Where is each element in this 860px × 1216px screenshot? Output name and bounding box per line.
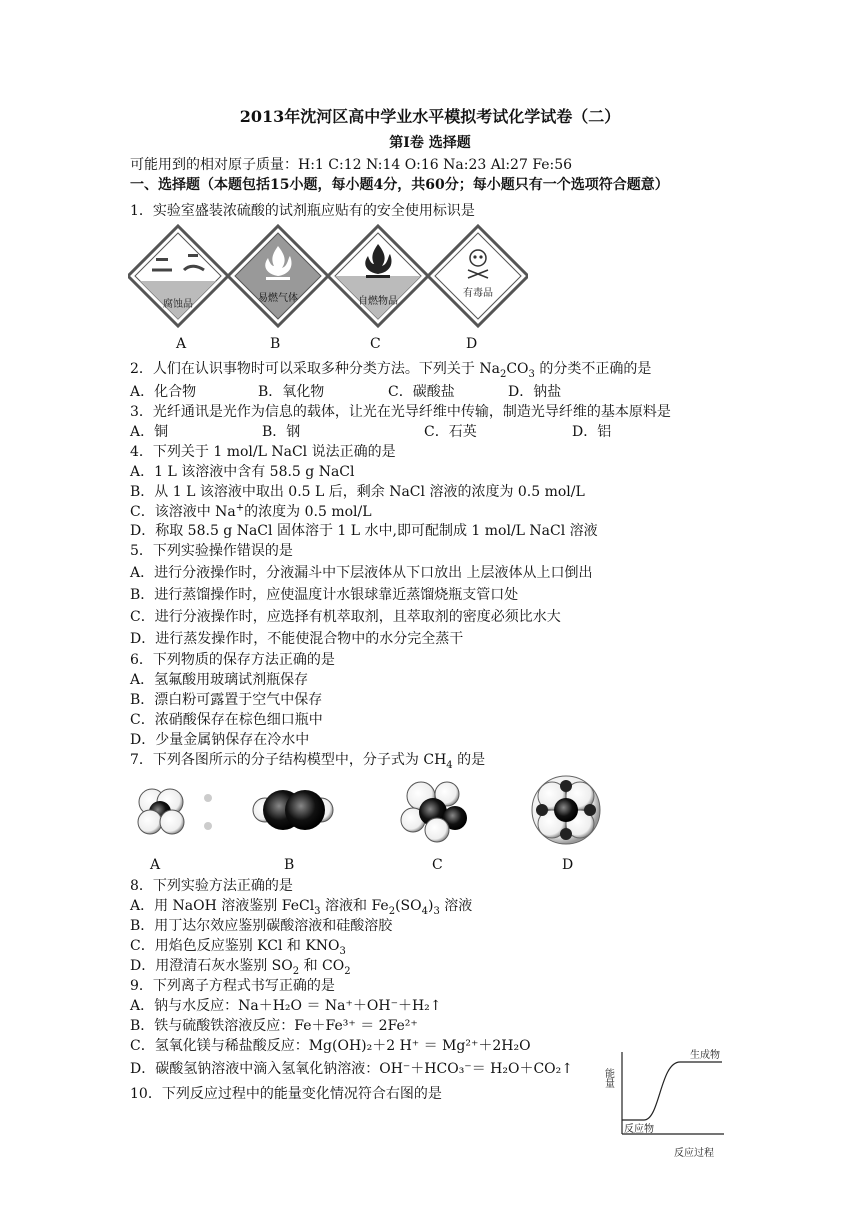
q6-stem: 6．下列物质的保存方法正确的是 [130,652,335,668]
q9-stem: 9．下列离子方程式书写正确的是 [130,978,335,994]
q6-option-c: C．浓硝酸保存在棕色细口瓶中 [130,712,323,728]
q7-label-b: B [284,857,295,873]
q2-stem: 2．人们在认识事物时可以采取多种分类方法。下列关于 $Na_2CO_3$ 的分类不正确的是 [130,361,652,380]
q9-option-c: C．氢氧化镁与稀盐酸反应：Mg(OH)₂＋2 H⁺ ＝ Mg²⁺＋2H₂O [130,1038,531,1054]
molecule-model-b [253,790,333,830]
q2-option-b: B．氧化物 [258,384,325,400]
q5-option-b: B．进行蒸馏操作时，应使温度计水银球靠近蒸馏烧瓶支管口处 [130,587,519,603]
flammable-gas-sign [228,226,328,326]
q7-stem: 7．下列各图所示的分子结构模型中，分子式为 $CH_4$ 的是 [130,752,486,771]
q1-label-a: A [176,336,187,352]
svg-text:自燃物品: 自燃物品 [358,296,398,307]
spontaneous-combustion-sign [328,226,428,326]
q6-option-a: A．氢氟酸用玻璃试剂瓶保存 [130,672,309,688]
q8-option-b: B．用丁达尔效应鉴别碳酸溶液和硅酸溶胶 [130,918,393,934]
reaction-process-label: 反应过程 [674,1148,714,1159]
q10-stem: 10．下列反应过程中的能量变化情况符合右图的是 [130,1086,442,1102]
q5-stem: 5．下列实验操作错误的是 [130,543,293,559]
q7-label-a: A [150,857,161,873]
q4-option-d: D．称取 58.5 g NaCl 固体溶于 1 L 水中,即可配制成 1 mol/L NaCl 溶液 [130,523,598,539]
molecule-model-a [138,789,212,834]
q1-label-d: D [466,336,478,352]
q3-option-d: D．铝 [572,424,612,440]
q5-option-d: D．进行蒸发操作时，不能使混合物中的水分完全蒸干 [130,631,464,647]
q9-option-b: B．铁与硫酸铁溶液反应：Fe＋Fe³⁺ ＝ 2Fe²⁺ [130,1018,418,1034]
q4-option-a: A．1 L 该溶液中含有 58.5 g NaCl [130,464,355,480]
q2-option-d: D．钠盐 [508,384,562,400]
section-heading: 一、选择题（本题包括15小题，每小题4分，共60分；每小题只有一个选项符合题意） [130,177,669,193]
q2-option-c: C．碳酸盐 [388,384,455,400]
q1-stem: 1．实验室盛装浓硫酸的试剂瓶应贴有的安全使用标识是 [130,203,475,219]
q8-option-d: D．用澄清石灰水鉴别 $SO_2$ 和 $CO_2$ [130,958,351,977]
product-label: 生成物 [690,1050,720,1061]
q3-option-c: C．石英 [424,424,477,440]
reactant-label: 反应物 [624,1124,654,1135]
molecule-models-figure [128,770,628,856]
q5-option-a: A．进行分液操作时，分液漏斗中下层液体从下口放出 上层液体从上口倒出 [130,565,593,581]
q1-label-b: B [270,336,281,352]
q1-label-c: C [370,336,381,352]
q3-option-b: B．钢 [262,424,301,440]
exam-title: 2013年沈河区高中学业水平模拟考试化学试卷（二） [239,107,621,126]
part-title: 第Ⅰ卷 选择题 [389,135,471,151]
molecule-model-c [401,782,467,842]
q7-label-d: D [562,857,574,873]
molecule-model-d [532,776,600,844]
q4-stem: 4．下列关于 1 mol/L NaCl 说法正确的是 [130,444,396,460]
svg-text:有毒品: 有毒品 [463,288,493,299]
toxic-sign [428,226,528,326]
q4-option-c: C．该溶液中 Na+的浓度为 0.5 mol/L [130,502,372,520]
q3-stem: 3．光纤通讯是光作为信息的载体，让光在光导纤维中传输，制造光导纤维的基本原料是 [130,404,671,420]
svg-text:易燃气体: 易燃气体 [258,293,298,304]
q5-option-c: C．进行分液操作时，应选择有机萃取剂，且萃取剂的密度必须比水大 [130,609,561,625]
energy-diagram [600,1046,730,1162]
q8-stem: 8．下列实验方法正确的是 [130,878,293,894]
q4-option-b: B．从 1 L 该溶液中取出 0.5 L 后，剩余 NaCl 溶液的浓度为 0.5 mol/L [130,484,585,500]
energy-axis-label: 能量 [602,1068,614,1088]
q3-option-a: A．铜 [130,424,169,440]
atomic-masses: 可能用到的相对原子质量：H:1 C:12 N:14 O:16 Na:23 Al:27 Fe:56 [130,157,573,173]
q8-option-c: C．用焰色反应鉴别 KCl 和 $KNO_3$ [130,938,346,957]
svg-text:腐蚀品: 腐蚀品 [163,299,193,310]
q9-option-a: A．钠与水反应：Na＋H₂O ＝ Na⁺＋OH⁻＋H₂↑ [130,998,442,1014]
q2-option-a: A．化合物 [130,384,197,400]
hazard-signs-figure [128,224,528,338]
q8-option-a: A．用 NaOH 溶液鉴别 FeCl$_3$ 溶液和 $Fe_2(SO_4)_3$ 溶液 [130,898,473,917]
corrosive-sign [128,226,228,326]
q6-option-d: D．少量金属钠保存在冷水中 [130,732,310,748]
q6-option-b: B．漂白粉可露置于空气中保存 [130,692,323,708]
q9-option-d: D．碳酸氢钠溶液中滴入氢氧化钠溶液：OH⁻＋HCO₃⁻＝ H₂O＋CO₂↑ [130,1061,573,1077]
q7-label-c: C [432,857,443,873]
